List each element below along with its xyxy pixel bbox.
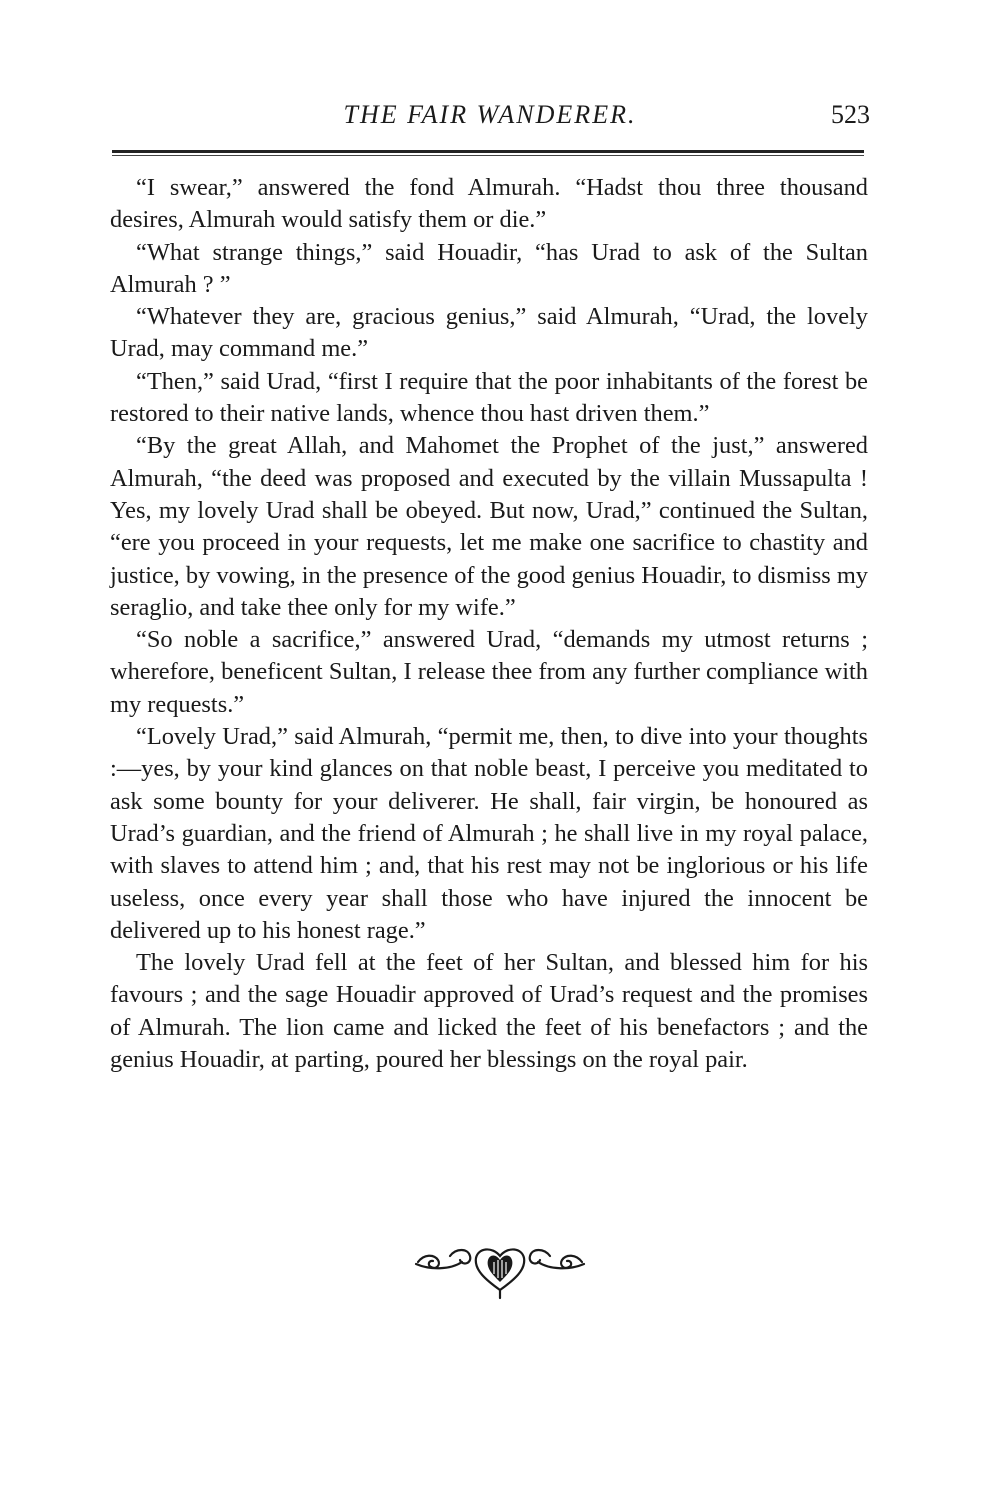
running-title: THE FAIR WANDERER. [343,100,637,129]
body-text [110,172,868,1076]
paragraph: The lovely Urad fell at the feet of her Sultan, and blessed him for his favours ; and the sage Houadir approved of Urad’s request and the promises of Almurah. The lion came and licked the feet of his benefactors ; and the genius Houadir, at parting, poured her blessings on the royal pair. [110,949,868,1074]
paragraph: “Whatever they are, gracious genius,” said Almurah, “Urad, the lovely Urad, may command me.” [110,303,868,363]
paragraph: “What strange things,” said Houadir, “has Urad to ask of the Sultan Almurah ? ” [110,238,868,298]
paragraph: “I swear,” answered the fond Almurah. “Hadst thou three thousand desires, Almurah would satisfy them or die.” [110,174,868,234]
page-number: 523 [831,100,870,129]
paragraph: “Then,” said Urad, “first I require that the poor inhabitants of the forest be restored to their native lands, whence thou hast driven them.” [110,367,868,428]
header-rule [112,150,864,153]
tailpiece-ornament-graphic [410,1240,590,1300]
page-header [110,100,870,140]
floral-tailpiece-icon [0,1240,1000,1300]
paragraph: “By the great Allah, and Mahomet the Prophet of the just,” answered Almurah, “the deed was proposed and executed by the villain Mussapulta ! Yes, my lovely Urad shall be obeyed. But now, Urad,” continued the Sultan, “ere you proceed in your requests, let me make one sacrifice to chastity and justice, by vowing, in the presence of the good genius Houadir, to dismiss my seraglio, and take thee only for my wife.” [110,432,868,621]
paragraph: “Lovely Urad,” said Almurah, “permit me, then, to dive into your thoughts :—yes, by your kind glances on that noble beast, I perceive you meditated to ask some bounty for your deliverer. He shall, fair virgin, be honoured as Urad’s guardian, and the friend of Almurah ; he shall live in my royal palace, with slaves to attend him ; and, that his rest may not be inglorious or his life useless, once every year shall those who have injured the innocent be delivered up to his honest rage.” [110,723,868,944]
paragraph: “So noble a sacrifice,” answered Urad, “demands my utmost returns ; wherefore, beneficent Sultan, I release thee from any further compliance with my requests.” [110,626,868,718]
